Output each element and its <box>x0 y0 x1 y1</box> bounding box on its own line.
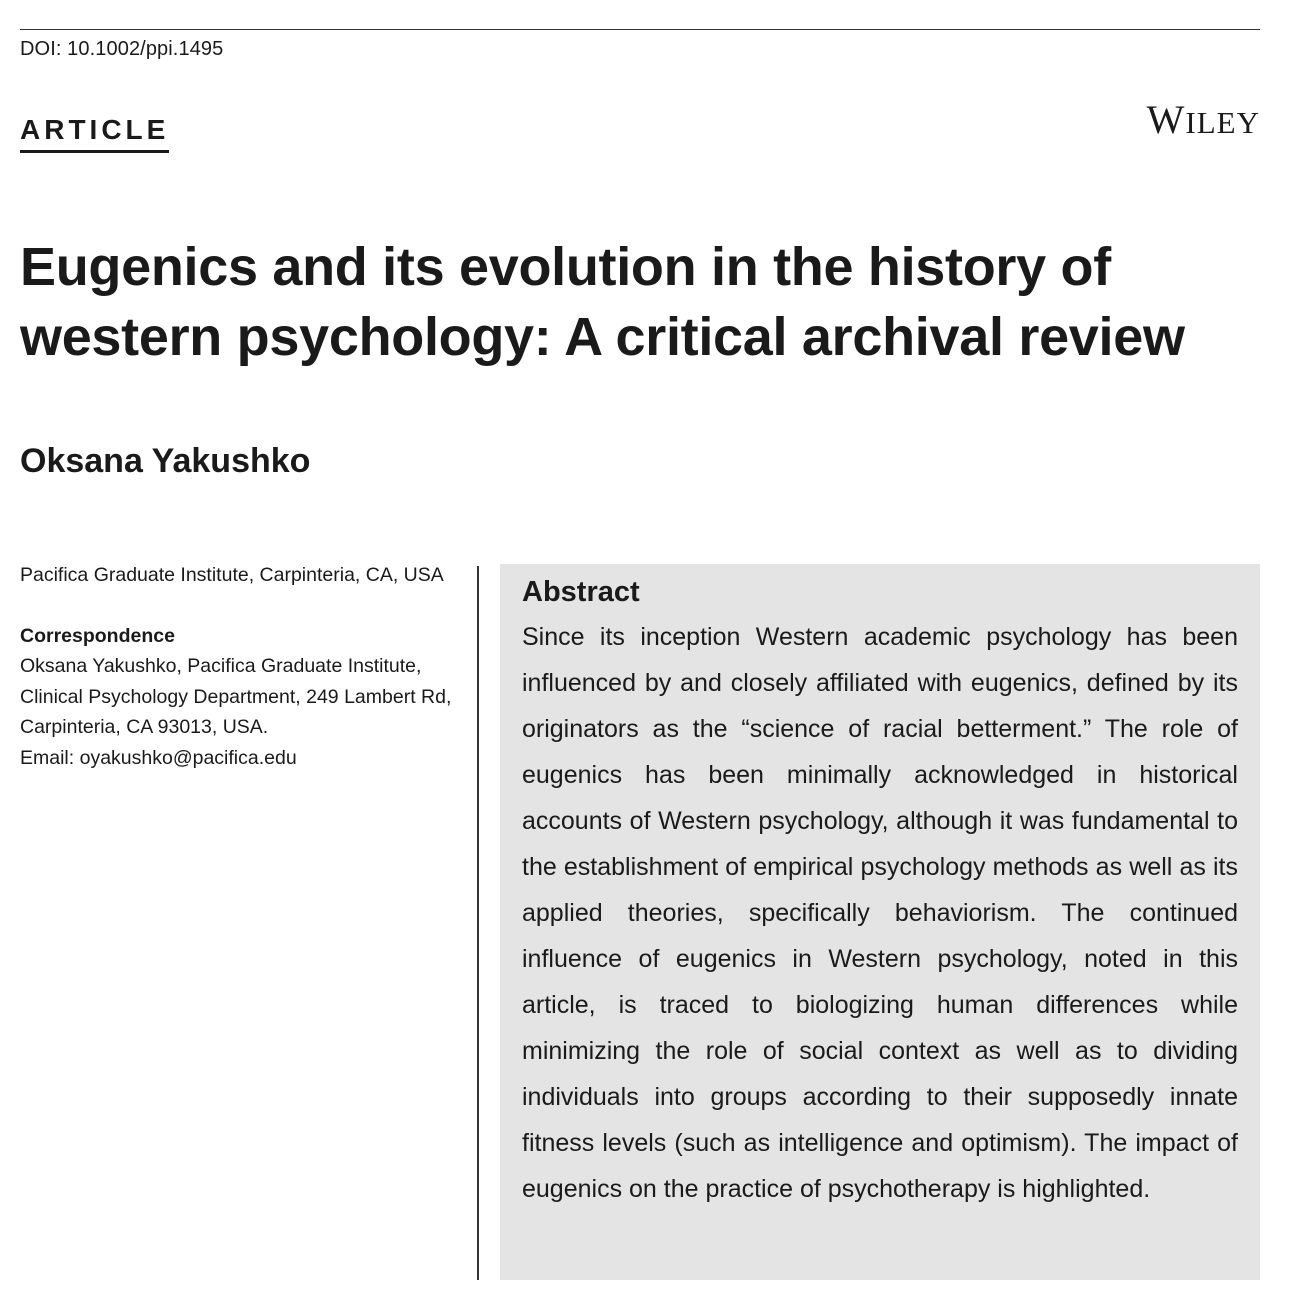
correspondence-email[interactable]: Email: oyakushko@pacifica.edu <box>20 746 297 769</box>
article-title: Eugenics and its evolution in the history of western psychology: A critical archival review <box>20 237 1185 367</box>
doi-text[interactable]: DOI: 10.1002/ppi.1495 <box>20 38 224 60</box>
author-name[interactable]: Oksana Yakushko <box>20 442 311 480</box>
column-divider <box>477 566 479 1280</box>
article-type-label: ARTICLE <box>20 114 169 153</box>
publisher-logo: WILEY <box>1146 97 1260 142</box>
abstract-box <box>500 564 1260 1280</box>
affiliation: Pacifica Graduate Institute, Carpinteria, CA, USA <box>20 564 444 586</box>
correspondence-address: Oksana Yakushko, Pacifica Graduate Institute, Clinical Psychology Department, 249 Lambert Rd, Carpinteria, CA 93013, USA. <box>20 655 452 738</box>
abstract-text: Since its inception Western academic psychology has been influenced by and closely affiliated with eugenics, defined by its originators as the “science of racial betterment.” The role of eugenics has been minimally acknowledged in historical accounts of Western psychology, although it was fundamental to the establishment of empirical psychology methods as well as its applied theories, specifically behaviorism. The continued influence of eugenics in Western psychology, noted in this article, is traced to biologizing human differences while minimizing the role of social context as well as to dividing individuals into groups according to their supposedly innate fitness levels (such as intelligence and optimism). The impact of eugenics on the practice of psychotherapy is highlighted. <box>522 623 1238 1203</box>
correspondence-heading: Correspondence <box>20 624 175 647</box>
abstract-heading: Abstract <box>522 576 640 608</box>
author-info-column <box>20 560 460 773</box>
header-rule <box>20 29 1260 30</box>
